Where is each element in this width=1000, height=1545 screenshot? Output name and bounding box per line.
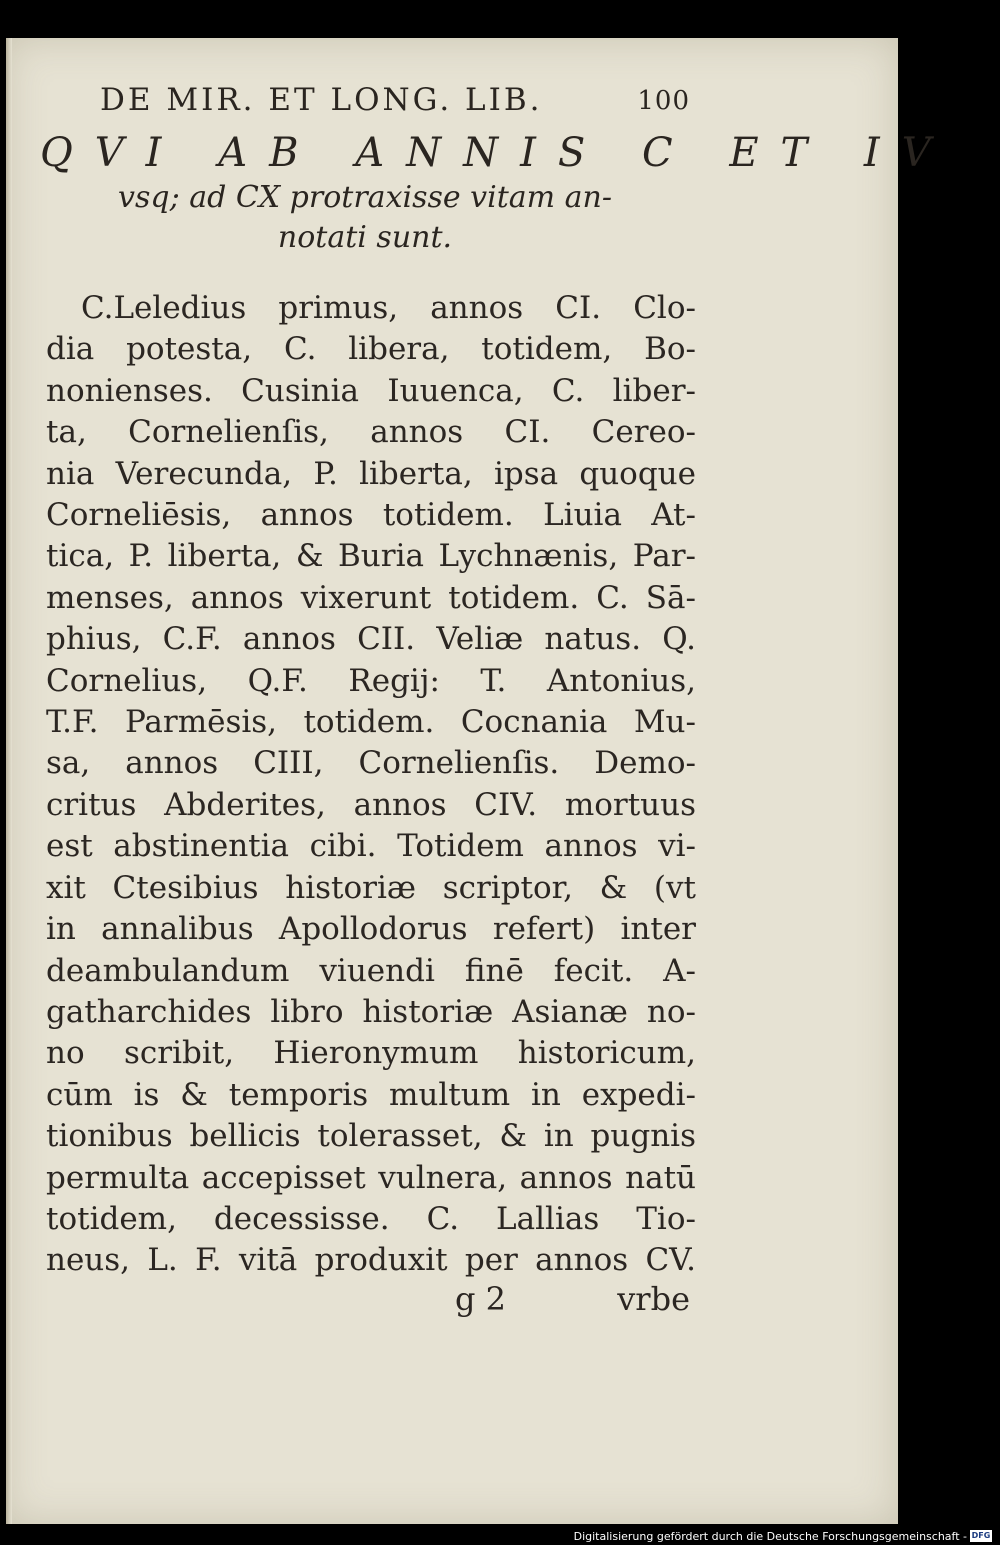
body-line: nia Verecunda, P. liberta, ipsa quoque xyxy=(46,455,696,492)
body-line: neus, L. F. vitā produxit per annos CV. xyxy=(46,1242,696,1279)
running-title: DE MIR. ET LONG. LIB. xyxy=(100,82,543,118)
body-line: tionibus bellicis tolerasset, & in pugnis xyxy=(46,1118,696,1155)
body-line: ta, Cornelienſis, annos CI. Cereo- xyxy=(46,414,696,451)
heading-line-3: notati sunt. xyxy=(277,220,453,255)
body-line: T.F. Parmēsis, totidem. Cocnania Mu- xyxy=(46,704,696,741)
body-line: sa, annos CIII, Cornelienſis. Demo- xyxy=(46,745,696,782)
dfg-logo-icon: DFG xyxy=(971,1531,991,1540)
page-number: 100 xyxy=(637,86,690,116)
page-foot xyxy=(455,1280,690,1324)
body-line: phius, C.F. annos CII. Veliæ natus. Q. xyxy=(46,621,696,658)
running-head xyxy=(100,82,690,126)
credit-text: Digitalisierung gefördert durch die Deutsche Forschungsgemeinschaft - xyxy=(573,1529,967,1543)
signature-mark: g 2 xyxy=(455,1280,507,1318)
section-heading xyxy=(40,128,953,258)
digitization-credit xyxy=(574,1527,992,1545)
body-line: totidem, decessisse. C. Lallias Tio- xyxy=(46,1200,696,1237)
body-line: in annalibus Apollodorus refert) inter xyxy=(46,911,696,948)
body-line: xit Ctesibius historiæ scriptor, & (vt xyxy=(46,869,696,906)
body-line: Cornelius, Q.F. Regij: T. Antonius, xyxy=(46,662,696,699)
body-line: est abstinentia cibi. Totidem annos vi- xyxy=(46,828,696,865)
body-line: deambulandum viuendi finē fecit. A- xyxy=(46,952,696,989)
body-line: menses, annos vixerunt totidem. C. Sā- xyxy=(46,579,696,616)
body-text xyxy=(46,288,696,1282)
body-line: cūm is & temporis multum in expedi- xyxy=(46,1076,696,1113)
heading-line-2: vsq; ad CX protraxisse vitam an- xyxy=(118,180,612,215)
body-line: no scribit, Hieronymum historicum, xyxy=(46,1035,696,1072)
body-line: nonienses. Cusinia Iuuenca, C. liber- xyxy=(46,372,696,409)
page-gutter-edge xyxy=(6,38,12,1524)
body-line: C.Leledius primus, annos CI. Clo- xyxy=(81,290,696,326)
catchword: vrbe xyxy=(617,1280,690,1318)
body-line: permulta accepisset vulnera, annos natū xyxy=(46,1159,696,1196)
body-line: Corneliēsis, annos totidem. Liuia At- xyxy=(46,497,696,534)
body-line: critus Abderites, annos CIV. mortuus xyxy=(46,786,696,823)
body-line: tica, P. liberta, & Buria Lychnænis, Par- xyxy=(46,538,696,575)
heading-line-1: QVI AB ANNIS C ET IV xyxy=(40,130,953,176)
body-line: dia potesta, C. libera, totidem, Bo- xyxy=(46,331,696,368)
body-line: gatharchides libro historiæ Asianæ no- xyxy=(46,993,696,1030)
